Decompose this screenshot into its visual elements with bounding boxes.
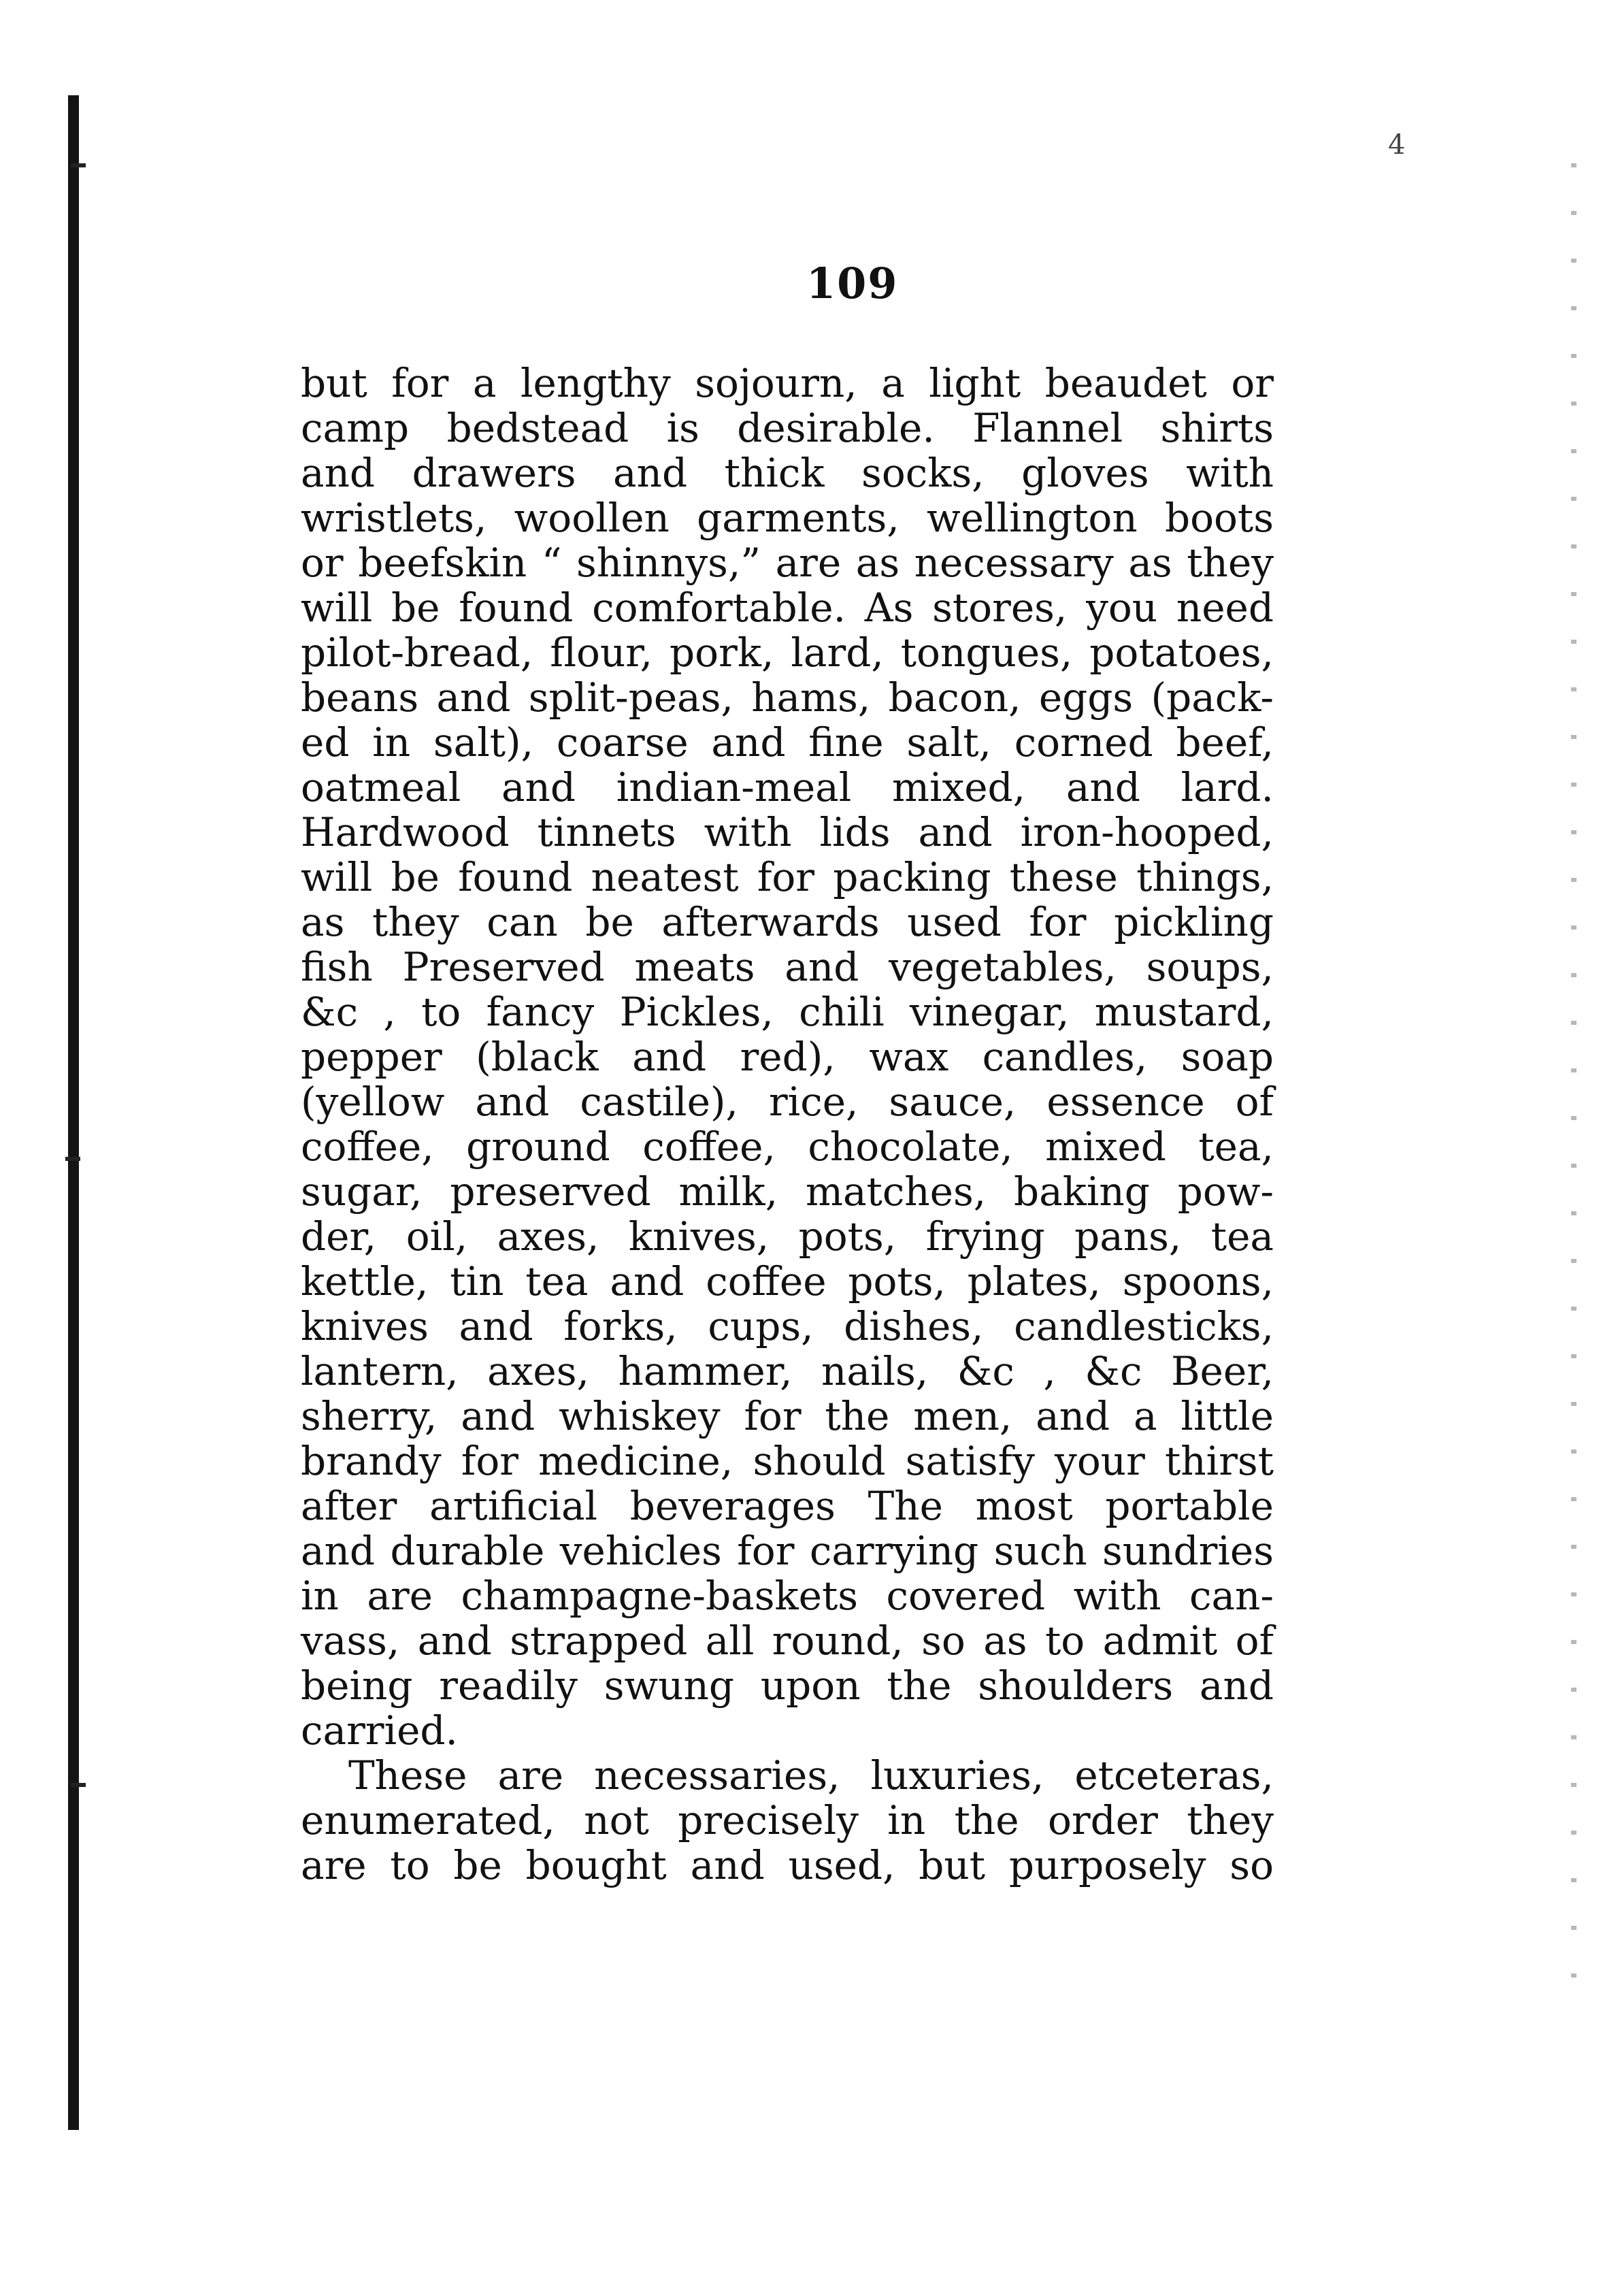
body-text — [301, 361, 1274, 1888]
text-line: These are necessaries, luxuries, etceteras, — [348, 1752, 1274, 1799]
text-line: wristlets, woollen garments, wellington boots — [301, 495, 1274, 541]
text-line: as they can be afterwards used for pickling — [301, 899, 1274, 945]
text-line: pilot-bread, flour, pork, lard, tongues, potatoes, — [301, 629, 1274, 676]
text-line: being readily swung upon the shoulders and — [301, 1662, 1274, 1709]
text-line: carried. — [301, 1707, 458, 1754]
text-line: beans and split-peas, hams, bacon, eggs (pack- — [301, 674, 1274, 721]
text-line: oatmeal and indian-meal mixed, and lard. — [301, 764, 1274, 810]
text-line: are to be bought and used, but purposely so — [301, 1842, 1274, 1888]
text-line: sherry, and whiskey for the men, and a little — [301, 1393, 1274, 1439]
text-line: or beefskin “ shinnys,” are as necessary as they — [301, 540, 1274, 586]
text-line: in are champagne-baskets covered with can- — [301, 1573, 1274, 1619]
text-line: &c , to fancy Pickles, chili vinegar, mustard, — [301, 989, 1274, 1035]
text-line: Hardwood tinnets with lids and iron-hooped, — [301, 809, 1274, 855]
page-number: 109 — [806, 259, 899, 308]
text-line: der, oil, axes, knives, pots, frying pans, tea — [301, 1213, 1274, 1260]
text-line: but for a lengthy sojourn, a light beaudet or — [301, 360, 1274, 406]
text-line: and drawers and thick socks, gloves with — [301, 450, 1274, 496]
text-line: will be found comfortable. As stores, you need — [301, 585, 1274, 631]
text-line: brandy for medicine, should satisfy your thirst — [301, 1438, 1274, 1484]
text-line: camp bedstead is desirable. Flannel shirts — [301, 405, 1274, 451]
text-line: will be found neatest for packing these things, — [301, 854, 1274, 900]
paragraph — [301, 1753, 1274, 1888]
binding-notch — [71, 163, 86, 167]
text-line: after artificial beverages The most portable — [301, 1483, 1274, 1529]
text-line: and durable vehicles for carrying such sundries — [301, 1528, 1274, 1574]
binding-notch — [71, 1783, 86, 1787]
binding-notch — [65, 1157, 80, 1161]
text-line: enumerated, not precisely in the order they — [301, 1797, 1274, 1843]
text-line: sugar, preserved milk, matches, baking pow- — [301, 1168, 1274, 1215]
text-line: ed in salt), coarse and fine salt, corned beef, — [301, 719, 1274, 766]
text-line: (yellow and castile), rice, sauce, essence of — [301, 1079, 1274, 1125]
text-line: lantern, axes, hammer, nails, &c , &c Beer, — [301, 1348, 1274, 1394]
paragraph — [301, 361, 1274, 1753]
text-line: knives and forks, cups, dishes, candlesticks, — [301, 1303, 1274, 1349]
text-line: kettle, tin tea and coffee pots, plates, spoons, — [301, 1258, 1274, 1305]
page-edge-specks — [1571, 163, 1577, 2001]
binding-edge — [68, 95, 79, 2130]
corner-mark: 4 — [1388, 129, 1406, 161]
text-line: vass, and strapped all round, so as to admit of — [301, 1618, 1274, 1664]
text-line: coffee, ground coffee, chocolate, mixed tea, — [301, 1124, 1274, 1170]
text-line: pepper (black and red), wax candles, soap — [301, 1034, 1274, 1080]
text-line: fish Preserved meats and vegetables, soups, — [301, 944, 1274, 990]
